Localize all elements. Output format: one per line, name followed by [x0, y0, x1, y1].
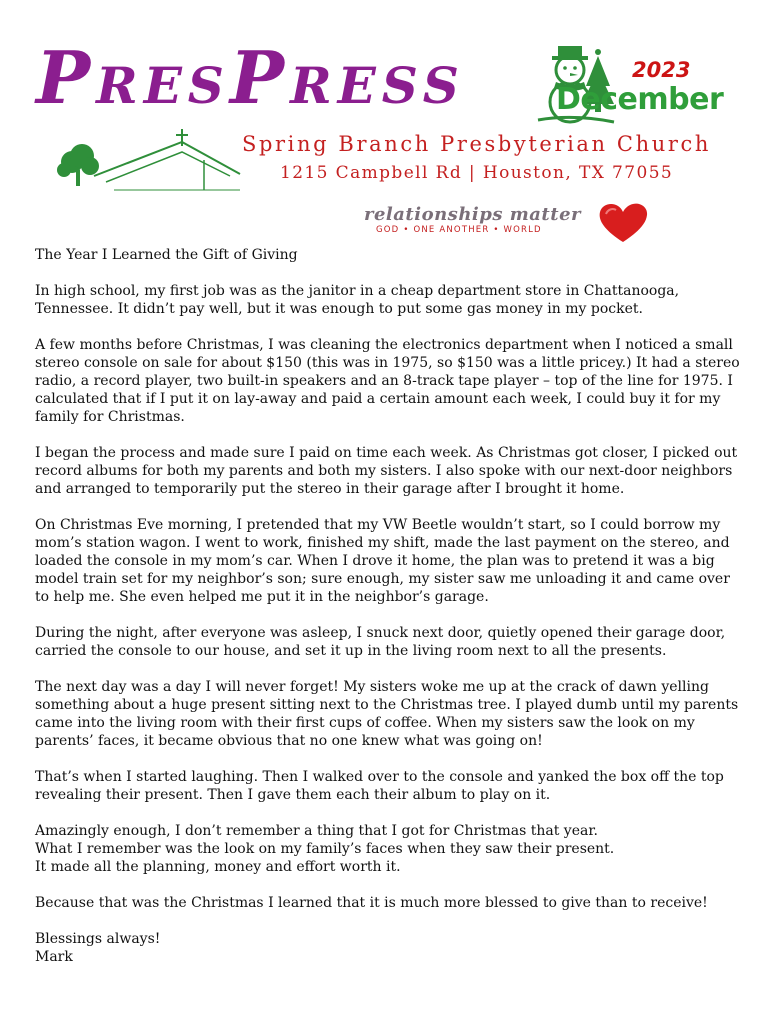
article-paragraph: The next day was a day I will never forget! My sisters woke me up at the crack of dawn yelling something about a huge present sitting next to the Christmas tree. I played dumb until my parents came into the living room with their first cups of coffee. When my sisters saw the look on my parents’ faces, it became obvious that no one knew what was going on! — [35, 679, 739, 749]
title-first-cap: P — [36, 35, 97, 120]
article-paragraph: I began the process and made sure I paid on time each week. As Christmas got closer, I picked out record albums for both my parents and both my sisters. I also spoke with our next-door neighbors and arranged to temporarily put the stereo in their garage after I brought it home. — [35, 445, 738, 497]
article-paragraph: Amazingly enough, I don’t remember a thing that I got for Christmas that year. What I remember was the look on my family’s faces when they saw their present. It made all the planning, money and effort worth it. — [35, 823, 615, 875]
article-paragraph: Because that was the Christmas I learned that it is much more blessed to give than to receive! — [35, 895, 708, 911]
article-signoff: Blessings always! Mark — [35, 931, 161, 965]
issue-month: December — [556, 82, 724, 117]
church-name: Spring Branch Presbyterian Church — [242, 132, 711, 156]
title-second-rest: RESS — [290, 56, 465, 115]
issue-year: 2023 — [632, 58, 691, 82]
article-headline: The Year I Learned the Gift of Giving — [35, 247, 298, 263]
church-logo-icon — [54, 126, 244, 192]
article-paragraph: In high school, my first job was as the janitor in a cheap department store in Chattanooga, Tennessee. It didn’t pay well, but it was enough to put some gas money in my pocket. — [35, 283, 680, 317]
newsletter-title — [36, 35, 465, 120]
title-second-cap: P — [229, 35, 291, 120]
article-paragraph: A few months before Christmas, I was cleaning the electronics department when I noticed a small stereo console on sale for about $150 (this was in 1975, so $150 was a little pricey.) It had a stereo radio, a record player, two built-in speakers and an 8-track tape player – top of the line for 1975. I calculated that if I put it on lay-away and paid a certain amount each week, I could buy it for my family for Christmas. — [35, 337, 740, 425]
article-paragraph: That’s when I started laughing. Then I walked over to the console and yanked the box off the top revealing their present. Then I gave them each their album to play on it. — [35, 769, 724, 803]
article-paragraph: During the night, after everyone was asleep, I snuck next door, quietly opened their garage door, carried the console to our house, and set it up in the living room next to all the presents. — [35, 625, 726, 659]
heart-icon — [596, 200, 650, 244]
tagline-subtitle: GOD • ONE ANOTHER • WORLD — [376, 225, 542, 235]
article-paragraph: On Christmas Eve morning, I pretended that my VW Beetle wouldn’t start, so I could borrow my mom’s station wagon. I went to work, finished my shift, made the last payment on the stereo, and loaded the console in my mom’s car. When I drove it home, the plan was to pretend it was a big model train set for my neighbor’s son; sure enough, my sister saw me unloading it and came over to help me. She even helped me put it in the neighbor’s garage. — [35, 517, 730, 605]
church-address: 1215 Campbell Rd | Houston, TX 77055 — [280, 163, 674, 183]
tagline-script: relationships matter — [364, 204, 581, 225]
title-first-rest: RES — [96, 56, 230, 115]
article — [35, 246, 747, 966]
tagline-logo — [360, 200, 650, 246]
